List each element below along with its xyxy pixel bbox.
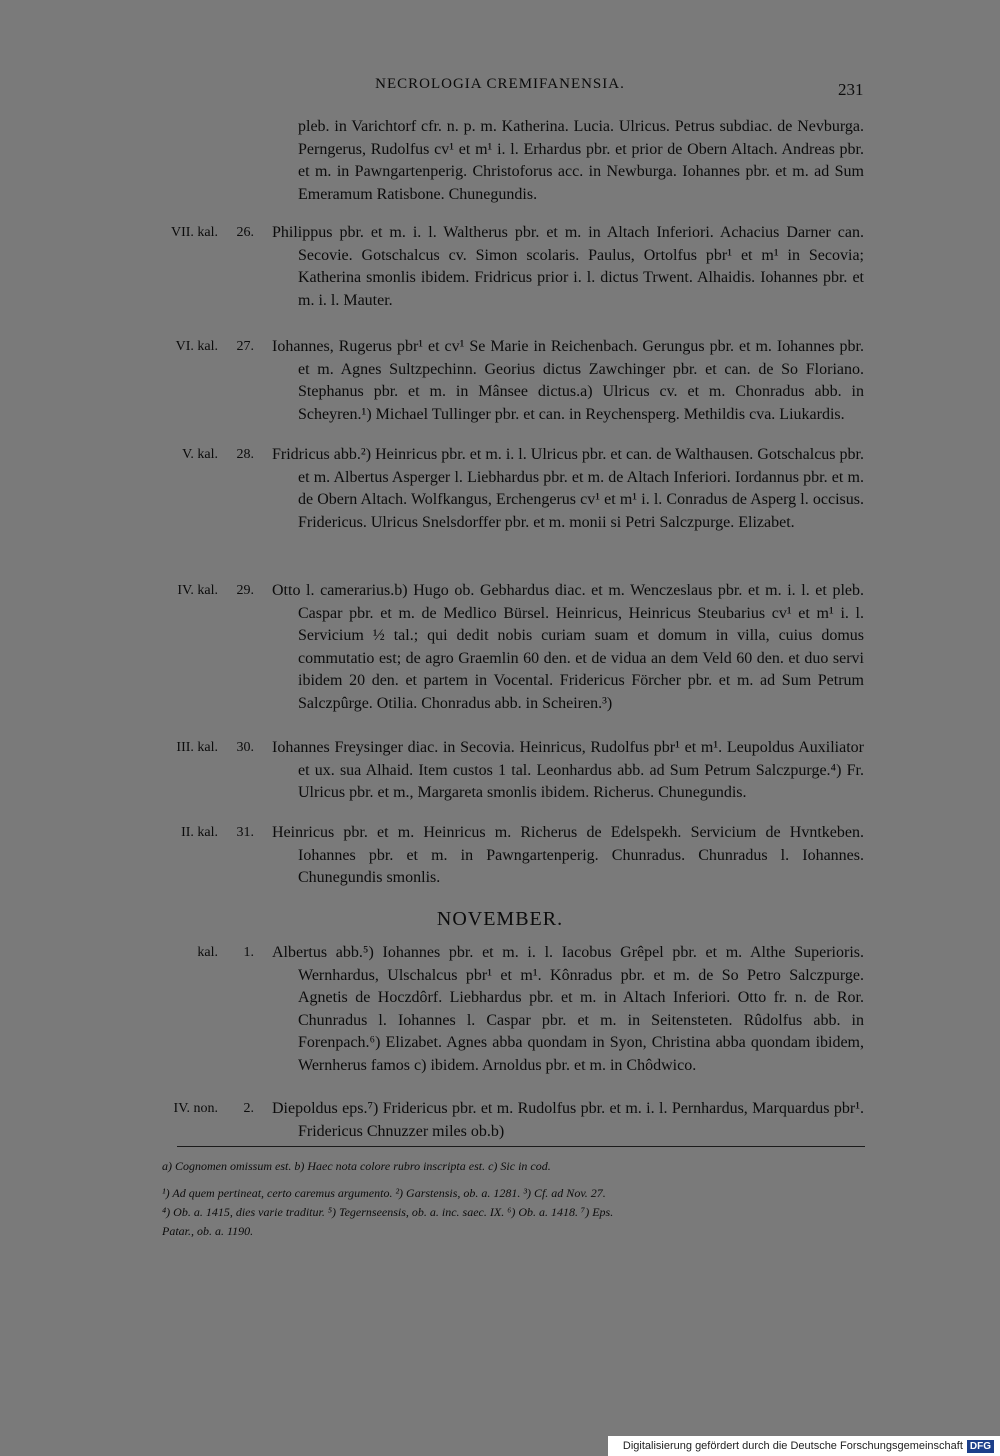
footnotes-numbers-3: Patar., ob. a. 1190. xyxy=(162,1224,254,1238)
entry-day: 31. xyxy=(236,825,254,840)
entry-text: Philippus pbr. et m. i. l. Waltherus pbr. et m. in Altach Inferiori. Achacius Darner can. Secovie. Gotschalcus cv. Simon scolaris. Paulus, Ortolfus pbr¹ et m¹ in Secovia; Katherina smonlis ibidem. Fridricus prior i. l. dictus Trwent. Alhaidis. Iohannes pbr. et m. i. l. Mauter. xyxy=(272,224,864,309)
entry-date: V. kal. xyxy=(182,447,218,462)
entry-date: IV. kal. xyxy=(177,583,218,598)
entry-date: kal. xyxy=(197,945,218,960)
entry-text: Diepoldus eps.⁷) Fridericus pbr. et m. Rudolfus pbr. et m. i. l. Pernhardus, Marquardus pbr¹. Fridericus Chnuzzer miles ob.b) xyxy=(272,1100,864,1140)
entry-date: VI. kal. xyxy=(175,339,218,354)
entry-day: 28. xyxy=(236,447,254,462)
entry-day: 30. xyxy=(236,740,254,755)
entry-text: Heinricus pbr. et m. Heinricus m. Richerus de Edelspekh. Servicium de Hvntkeben. Iohannes pbr. et m. in Pawngartenperig. Chunradus. Chunradus l. Iohannes. Chunegundis smonlis. xyxy=(272,824,864,886)
entry-day: 1. xyxy=(243,945,254,960)
entry-text: Iohannes Freysinger diac. in Secovia. Heinricus, Rudolfus pbr¹ et m¹. Leupoldus Auxiliator et ux. sua Alhaid. Item custos 1 tal. Leonhardus abb. ad Sum Petrum Salczpurge.⁴) Fr. Ulricus pbr. et m., Margareta smonlis ibidem. Richerus. Chunegundis. xyxy=(272,739,864,801)
digitization-credit-bar xyxy=(608,1436,1000,1456)
digitization-credit: Digitalisierung gefördert durch die Deutsche Forschungsgemeinschaft xyxy=(622,1440,963,1452)
entry-date: IV. non. xyxy=(173,1101,218,1116)
entry-day: 26. xyxy=(236,225,254,240)
footnote-divider xyxy=(177,1146,865,1147)
entry-day: 29. xyxy=(236,583,254,598)
running-title: NECROLOGIA CREMIFANENSIA. xyxy=(375,76,625,92)
entry-text: pleb. in Varichtorf cfr. n. p. m. Katherina. Lucia. Ulricus. Petrus subdiac. de Nevburga. Perngerus, Rudolfus cv¹ et m¹ i. l. Erhardus pbr. et prior de Obern Altach. Andreas pbr. et m. in Pawngartenperig. Christoforus acc. in Newburga. Iohannes pbr. et m. ad Sum Emeramum Ratisbone. Chunegundis. xyxy=(298,118,864,203)
footnotes-numbers-1: ¹) Ad quem pertineat, certo caremus argumento. ²) Garstensis, ob. a. 1281. ³) Cf. ad Nov. 27. xyxy=(162,1186,606,1200)
month-heading: NOVEMBER. xyxy=(436,908,564,930)
page-number: 231 xyxy=(838,80,864,99)
entry-text: Otto l. camerarius.b) Hugo ob. Gebhardus diac. et m. Wenczeslaus pbr. et m. i. l. et pleb. Caspar pbr. et m. de Medlico Bürsel. Heinricus, Heinricus Steubarius cv¹ et m¹ i. l. Servicium ½ tal.; qui dedit nobis curiam suam et domum in villa, cuius domus commutatio est; de agro Graemlin 60 den. et de vidua an dem Veld 60 den. et duo servi ibidem 20 den. et partem in Vocental. Fridericus Förcher pbr. et m. ad Sum Petrum Salczpûrge. Otilia. Chonradus abb. in Scheiren.³) xyxy=(272,582,864,712)
entry-day: 27. xyxy=(236,339,254,354)
entry-text: Iohannes, Rugerus pbr¹ et cv¹ Se Marie in Reichenbach. Gerungus pbr. et m. Iohannes pbr. et m. Agnes Sultzpechinn. Georius dictus Zawchinger pbr. et can. de So Floriano. Stephanus pbr. et m. in Mânsee dictus.a) Ulricus cv. et m. Chonradus abb. in Scheyren.¹) Michael Tullinger pbr. et can. in Reychensperg. Methildis cva. Liukardis. xyxy=(272,338,864,423)
dfg-logo: DFG xyxy=(967,1440,994,1453)
entry-text: Albertus abb.⁵) Iohannes pbr. et m. i. l. Iacobus Grêpel pbr. et m. Althe Superioris. Wernhardus, Ulschalcus pbr¹ et m¹. Kônradus pbr. et m. de So Petro Salczpurge. Agnetis de Hoczdôrf. Liebhardus pbr. et m. in Altach Inferiori. Otto fr. n. de Ror. Chunradus l. Iohannes l. Caspar pbr. et m. in Seitensteten. Rûdolfus abb. in Forenpach.⁶) Elizabet. Agnes abba quondam in Syon, Christina abba quondam ibidem, Wernherus famos c) ibidem. Arnoldus pbr. et m. in Chôdwico. xyxy=(272,944,864,1074)
entry-date: II. kal. xyxy=(181,825,218,840)
footnotes-letters: a) Cognomen omissum est. b) Haec nota colore rubro inscripta est. c) Sic in cod. xyxy=(162,1159,551,1173)
entry-text: Fridricus abb.²) Heinricus pbr. et m. i. l. Ulricus pbr. et can. de Walthausen. Gotschalcus pbr. et m. Albertus Asperger l. Liebhardus pbr. et m. de Altach Inferiori. Iordannus pbr. et m. de Obern Altach. Wolfkangus, Erchengerus cv¹ et m¹ i. l. Conradus de Asperg l. occisus. Fridericus. Ulricus Snelsdorffer pbr. et m. monii si Petri Salczpurge. Elizabet. xyxy=(272,446,864,531)
footnotes-numbers-2: ⁴) Ob. a. 1415, dies varie traditur. ⁵) Tegernseensis, ob. a. inc. saec. IX. ⁶) Ob. a. 1418. ⁷) Eps. xyxy=(162,1205,614,1219)
entry-day: 2. xyxy=(243,1101,254,1116)
entry-date: VII. kal. xyxy=(170,225,218,240)
entry-date: III. kal. xyxy=(176,740,218,755)
